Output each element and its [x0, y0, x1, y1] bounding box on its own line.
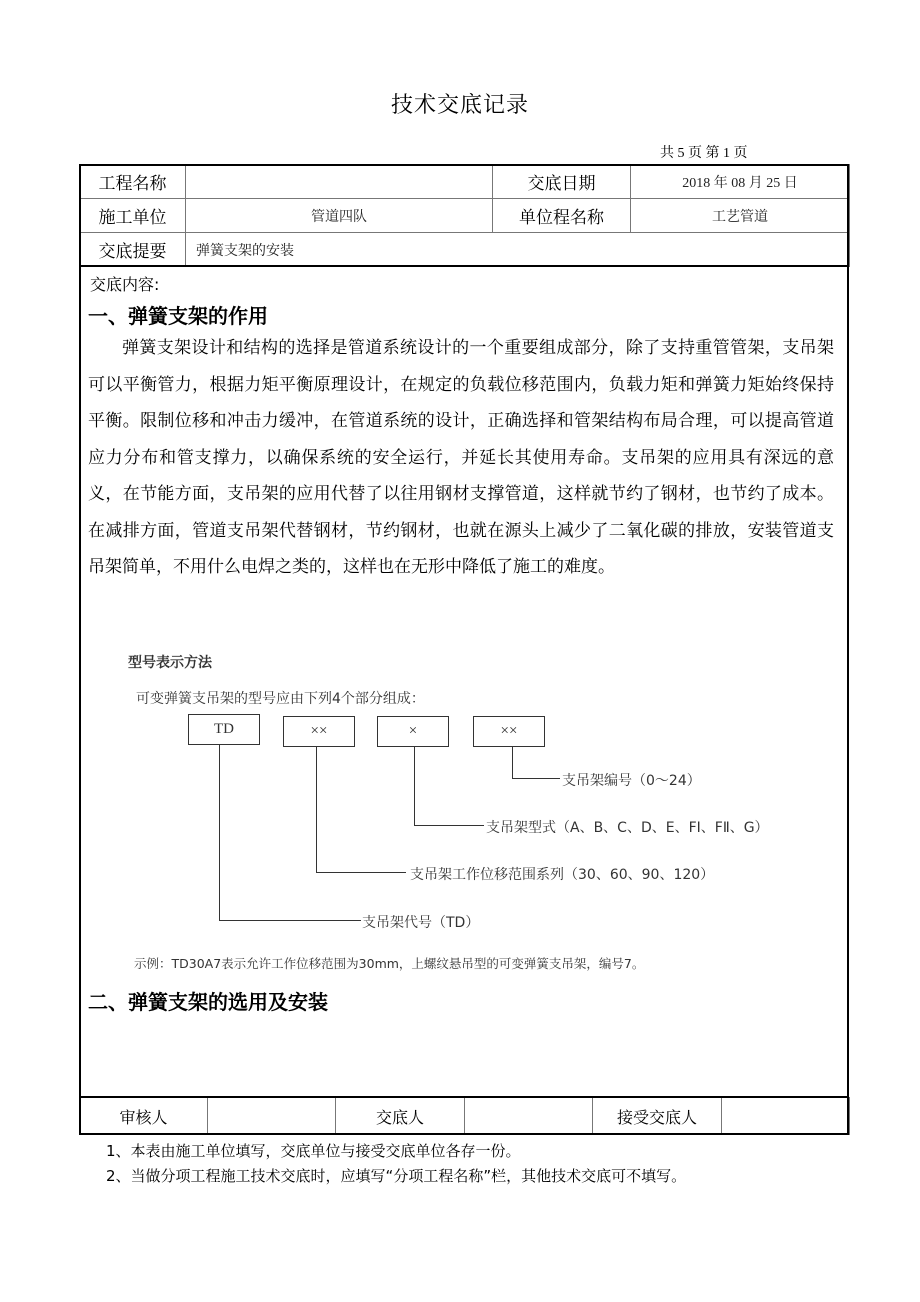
connector-code-vertical: [219, 745, 220, 921]
section2-heading: 二、弹簧支架的选用及安装: [88, 990, 328, 1014]
diagram-box-number: ××: [473, 716, 545, 747]
connector-code-horizontal: [219, 920, 361, 921]
connector-number-horizontal: [512, 778, 560, 779]
diagram-title: 型号表示方法: [128, 655, 212, 671]
label-range: 支吊架工作位移范围系列（30、60、90、120）: [410, 867, 715, 883]
content-label: 交底内容:: [90, 275, 160, 294]
header-row-project: [80, 165, 850, 199]
receiver-label: 接受交底人: [593, 1098, 722, 1135]
unit-project-label: 单位程名称: [493, 199, 631, 233]
model-designation-diagram: [120, 640, 840, 980]
project-name-label: 工程名称: [80, 165, 186, 199]
header-row-unit: [80, 199, 850, 233]
connector-range-horizontal: [316, 872, 406, 873]
header-table: [79, 164, 850, 267]
diagram-example: 示例：TD30A7表示允许工作位移范围为30mm，上螺纹悬吊型的可变弹簧支吊架，编号7。: [134, 956, 645, 971]
diagram-box-type: ×: [377, 716, 449, 747]
diagram-box-range: ××: [283, 716, 355, 747]
unit-project-field[interactable]: 工艺管道: [631, 199, 850, 233]
page-count: 共 5 页 第 1 页: [660, 146, 748, 161]
note-1: 1、本表由施工单位填写，交底单位与接受交底单位各存一份。: [106, 1142, 521, 1160]
header-row-summary: [80, 233, 850, 267]
section1-heading: 一、弹簧支架的作用: [88, 304, 268, 328]
document-title: 技术交底记录: [390, 93, 529, 118]
connector-number-vertical: [512, 747, 513, 779]
note-2: 2、当做分项工程施工技术交底时，应填写“分项工程名称”栏，其他技术交底可不填写。: [106, 1167, 687, 1185]
section1-paragraph: 弹簧支架设计和结构的选择是管道系统设计的一个重要组成部分，除了支持重管管架，支吊架可以平衡管力，根据力矩平衡原理设计，在规定的负载位移范围内，负载力矩和弹簧力矩始终保持平衡。限制位移和冲击力缓冲，在管道系统的设计，正确选择和管架结构布局合理，可以提高管道应力分布和管支撑力，以确保系统的安全运行，并延长其使用寿命。支吊架的应用具有深远的意义，在节能方面，支吊架的应用代替了以往用钢材支撑管道，这样就节约了钢材，也节约了成本。在减排方面，管道支吊架代替钢材，节约钢材，也就在源头上减少了二氧化碳的排放，安装管道支吊架简单，不用什么电焊之类的，这样也在无形中降低了施工的难度。: [88, 338, 834, 577]
connector-range-vertical: [316, 747, 317, 873]
construction-unit-label: 施工单位: [80, 199, 186, 233]
label-number: 支吊架编号（0～24）: [562, 773, 701, 789]
construction-unit-field[interactable]: 管道四队: [186, 199, 493, 233]
date-field[interactable]: 2018 年 08 月 25 日: [631, 165, 850, 199]
summary-field[interactable]: 弹簧支架的安装: [186, 233, 850, 267]
diagram-intro: 可变弹簧支吊架的型号应由下列4个部分组成：: [136, 691, 425, 707]
receiver-field[interactable]: [722, 1098, 850, 1135]
connector-type-horizontal: [414, 825, 484, 826]
project-name-field[interactable]: [186, 165, 493, 199]
date-label: 交底日期: [493, 165, 631, 199]
diagram-box-code: TD: [188, 714, 260, 745]
reviewer-field[interactable]: [208, 1098, 336, 1135]
signature-row: [80, 1098, 850, 1135]
discloser-field[interactable]: [465, 1098, 593, 1135]
discloser-label: 交底人: [336, 1098, 465, 1135]
connector-type-vertical: [414, 747, 415, 826]
section1-body: [88, 330, 834, 586]
signature-table: [79, 1097, 850, 1135]
reviewer-label: 审核人: [80, 1098, 208, 1135]
label-code: 支吊架代号（TD）: [362, 915, 480, 931]
summary-label: 交底提要: [80, 233, 186, 267]
label-type: 支吊架型式（A、B、C、D、E、FⅠ、FⅡ、G）: [486, 820, 769, 836]
